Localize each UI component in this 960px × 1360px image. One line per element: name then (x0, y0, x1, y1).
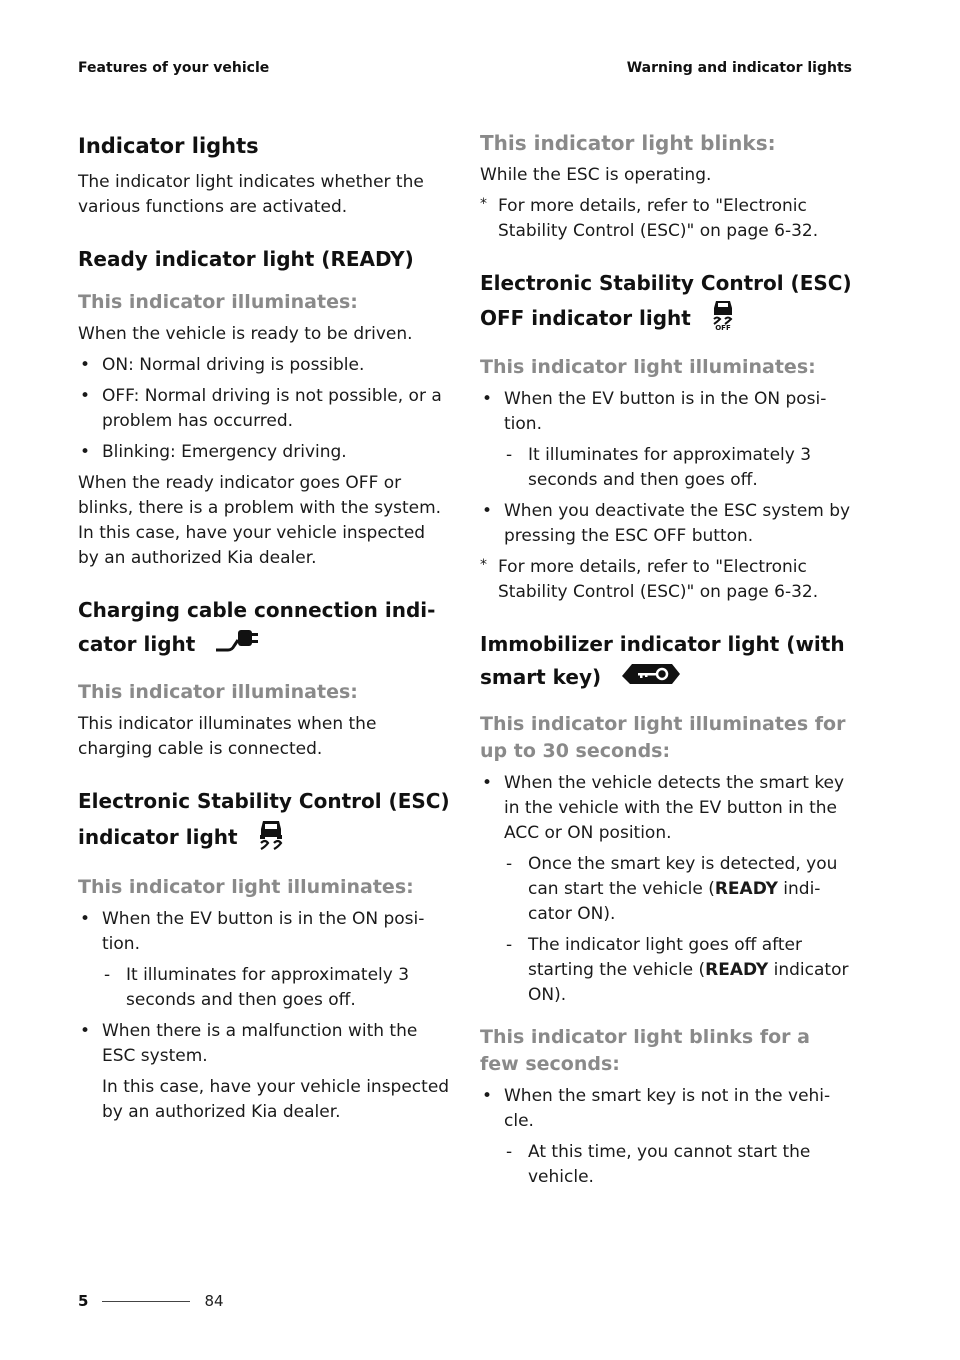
ready-heading: Ready indicator light (READY) (78, 247, 414, 271)
esc-dash-illuminates: - It illuminates for approximately 3 seconds and then goes off. (78, 963, 450, 1013)
charging-description: This indicator illuminates when the charging cable is connected. (78, 714, 377, 759)
esc-off-icon (710, 299, 736, 340)
esc-off-note: * For more details, refer to "Electronic Stability Control (ESC)" on page 6-32. (480, 555, 852, 605)
immobilizer-dash-detected (480, 852, 852, 927)
page-number: 84 (204, 1292, 224, 1310)
section-title: Indicator lights (78, 134, 259, 158)
immobilizer-dash-detected-c: indicator ON). (528, 879, 821, 924)
esc-heading-text: Electronic Stability Control (ESC) indicator light (78, 789, 450, 849)
charging-heading (78, 595, 450, 665)
esc-car-icon (257, 817, 285, 860)
charging-cable-icon (214, 626, 260, 665)
esc-off-subheading: This indicator light illuminates: (480, 356, 816, 378)
right-column (480, 126, 852, 1196)
immobilizer-dash-goes-off-c: indicator ON). (528, 960, 849, 1005)
esc-off-heading-text: Electronic Stability Control (ESC) OFF indicator light (480, 271, 852, 330)
ready-after-text: When the ready indicator goes OFF or blinks, there is a problem with the system. In this case, have your vehicle inspected by an authorized Kia dealer. (78, 473, 442, 568)
ready-description: When the vehicle is ready to be driven. (78, 324, 413, 344)
esc-off-bullet-ev-on: • When the EV button is in the ON position. (480, 387, 852, 437)
page-footer (78, 1292, 224, 1310)
running-header-right: Warning and indicator lights (626, 60, 852, 76)
esc-off-heading (480, 268, 852, 340)
esc-malfunction-advice: In this case, have your vehicle inspected by an authorized Kia dealer. (102, 1077, 450, 1122)
esc-blink-subheading: This indicator light blinks: (480, 131, 776, 155)
esc-blink-description: While the ESC is operating. (480, 165, 712, 185)
esc-blink-note: * For more details, refer to "Electronic Stability Control (ESC)" on page 6-32. (480, 194, 852, 244)
immobilizer-dash-detected-a: Once the smart key is detected, you can start the vehicle ( (528, 854, 838, 899)
esc-off-dash-illuminates: - It illuminates for approximately 3 seconds and then goes off. (480, 443, 852, 493)
running-header-left: Features of your vehicle (78, 60, 270, 76)
immobilizer-bullet-detects: • When the vehicle detects the smart key in the vehicle with the EV button in the ACC or ON position. (480, 771, 852, 846)
esc-off-bullet-deactivate: • When you deactivate the ESC system by pressing the ESC OFF button. (480, 499, 852, 549)
ready-bullet-off: • OFF: Normal driving is not possible, or a problem has occurred. (78, 384, 450, 434)
immobilizer-dash-goes-off-a: The indicator light goes off after starting the vehicle ( (528, 935, 802, 980)
immobilizer-sub-illuminates: This indicator light illuminates for up to 30 seconds: (480, 713, 846, 762)
esc-bullet-malfunction: • When there is a malfunction with the ESC system. (78, 1019, 450, 1069)
charging-subheading: This indicator illuminates: (78, 681, 358, 703)
smart-key-icon (620, 660, 682, 697)
esc-bullet-ev-on: • When the EV button is in the ON position. (78, 907, 450, 957)
immobilizer-bullet-not-in-vehicle: • When the smart key is not in the vehicle. (480, 1084, 852, 1134)
immobilizer-dash-detected-ready: READY (714, 879, 778, 899)
intro-text: The indicator light indicates whether the various functions are activated. (78, 172, 424, 217)
ready-subheading: This indicator illuminates: (78, 291, 358, 313)
chapter-number: 5 (78, 1292, 89, 1310)
immobilizer-dash-goes-off (480, 933, 852, 1008)
ready-bullet-on: • ON: Normal driving is possible. (78, 353, 450, 378)
esc-heading (78, 786, 450, 860)
esc-subheading: This indicator light illuminates: (78, 876, 414, 898)
charging-heading-text: Charging cable connection indicator light (78, 598, 436, 656)
immobilizer-dash-cannot-start: - At this time, you cannot start the vehicle. (480, 1140, 852, 1190)
left-column (78, 126, 450, 1125)
ready-bullet-blinking: • Blinking: Emergency driving. (78, 440, 450, 465)
footer-rule (102, 1301, 190, 1302)
esc-off-icon-label: OFF (715, 324, 731, 331)
immobilizer-heading-text: Immobilizer indicator light (with smart key) (480, 632, 845, 689)
immobilizer-dash-goes-off-ready: READY (705, 960, 769, 980)
immobilizer-heading (480, 629, 852, 697)
immobilizer-sub-blinks: This indicator light blinks for a few seconds: (480, 1026, 810, 1075)
